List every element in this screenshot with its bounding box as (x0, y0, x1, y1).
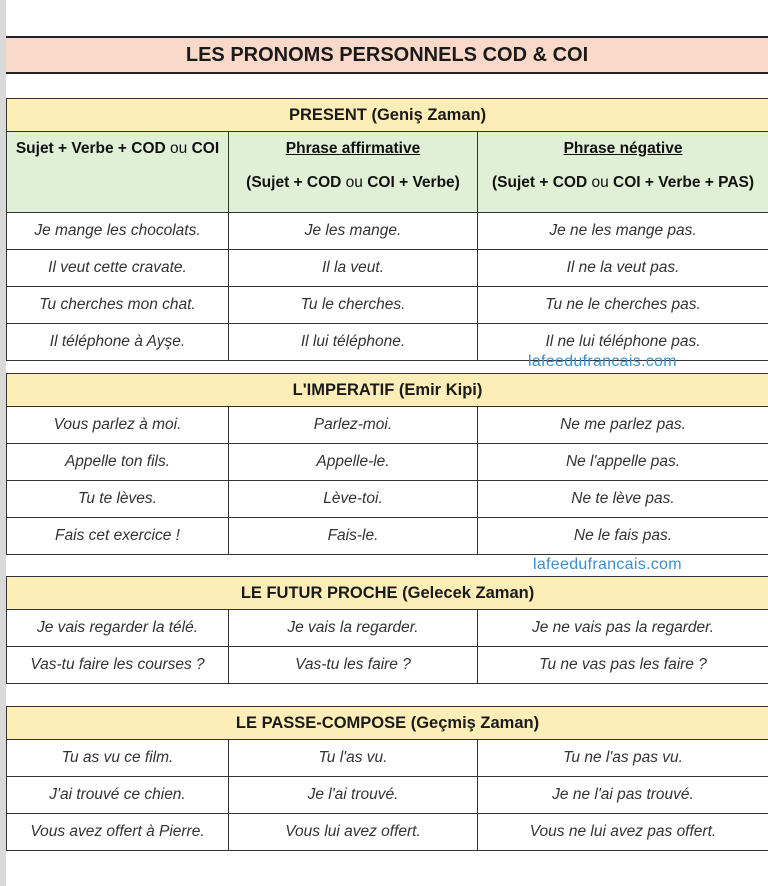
cell-negative: Je ne l'ai pas trouvé. (478, 777, 768, 814)
table-row (7, 481, 768, 518)
cell-sentence: Appelle ton fils. (7, 444, 229, 481)
cell-sentence: Vous parlez à moi. (7, 407, 229, 444)
passe-compose-table (6, 706, 768, 851)
table-row (7, 287, 768, 324)
cell-sentence: Vous avez offert à Pierre. (7, 814, 229, 851)
section-title-present: PRESENT (Geniş Zaman) (7, 99, 768, 132)
table-row (7, 407, 768, 444)
cell-negative: Ne le fais pas. (478, 518, 768, 555)
table-row (7, 213, 768, 250)
cell-sentence: Tu as vu ce film. (7, 740, 229, 777)
cell-affirmative: Lève-toi. (229, 481, 478, 518)
cell-affirmative: Je les mange. (229, 213, 478, 250)
cell-sentence: Tu cherches mon chat. (7, 287, 229, 324)
cell-negative: Vous ne lui avez pas offert. (478, 814, 768, 851)
watermark-text: lafeedufrancais.com (528, 353, 677, 370)
affirmative-title: Phrase affirmative (285, 140, 421, 157)
cell-sentence: Fais cet exercice ! (7, 518, 229, 555)
cell-negative: Ne l'appelle pas. (478, 444, 768, 481)
cell-affirmative: Tu l'as vu. (229, 740, 478, 777)
cell-negative: Il ne la veut pas. (478, 250, 768, 287)
section-title-futur-proche: LE FUTUR PROCHE (Gelecek Zaman) (7, 577, 768, 610)
cell-affirmative: Appelle-le. (229, 444, 478, 481)
document-page (6, 0, 768, 886)
cell-negative: Tu ne l'as pas vu. (478, 740, 768, 777)
cell-sentence: Il veut cette cravate. (7, 250, 229, 287)
cell-affirmative: Tu le cherches. (229, 287, 478, 324)
table-row (7, 444, 768, 481)
cell-negative: Je ne vais pas la regarder. (478, 610, 768, 647)
cell-affirmative: Vas-tu les faire ? (229, 647, 478, 684)
table-row (7, 814, 768, 851)
table-row (7, 647, 768, 684)
table-row (7, 777, 768, 814)
cell-negative: Je ne les mange pas. (478, 213, 768, 250)
cell-sentence: J'ai trouvé ce chien. (7, 777, 229, 814)
section-title-passe-compose: LE PASSE-COMPOSE (Geçmiş Zaman) (7, 707, 768, 740)
table-row (7, 518, 768, 555)
cell-negative: Tu ne vas pas les faire ? (478, 647, 768, 684)
affirmative-formula: (Sujet + COD ou COI + Verbe) (246, 174, 460, 191)
table-row (7, 610, 768, 647)
cell-affirmative: Vous lui avez offert. (229, 814, 478, 851)
negative-formula: (Sujet + COD ou COI + Verbe + PAS) (491, 174, 755, 191)
cell-sentence: Je vais regarder la télé. (7, 610, 229, 647)
cell-sentence: Vas-tu faire les courses ? (7, 647, 229, 684)
cell-affirmative: Il la veut. (229, 250, 478, 287)
cell-negative: Ne me parlez pas. (478, 407, 768, 444)
table-row (7, 740, 768, 777)
present-table (6, 98, 768, 361)
page-title: LES PRONOMS PERSONNELS COD & COI (6, 36, 768, 74)
header-negative (478, 132, 768, 213)
table-row (7, 250, 768, 287)
cell-affirmative: Je vais la regarder. (229, 610, 478, 647)
cell-negative: Ne te lève pas. (478, 481, 768, 518)
cell-negative: Il ne lui téléphone pas. (478, 324, 768, 361)
cell-affirmative: Il lui téléphone. (229, 324, 478, 361)
header-structure: Sujet + Verbe + COD ou COI (7, 132, 229, 213)
cell-affirmative: Je l'ai trouvé. (229, 777, 478, 814)
cell-sentence: Tu te lèves. (7, 481, 229, 518)
header-affirmative (229, 132, 478, 213)
watermark-text: lafeedufrancais.com (533, 556, 682, 573)
futur-proche-table (6, 576, 768, 684)
section-title-imperatif: L'IMPERATIF (Emir Kipi) (7, 374, 768, 407)
cell-affirmative: Fais-le. (229, 518, 478, 555)
imperatif-table (6, 373, 768, 555)
cell-sentence: Je mange les chocolats. (7, 213, 229, 250)
cell-sentence: Il téléphone à Ayşe. (7, 324, 229, 361)
cell-affirmative: Parlez-moi. (229, 407, 478, 444)
cell-negative: Tu ne le cherches pas. (478, 287, 768, 324)
negative-title: Phrase négative (563, 140, 683, 157)
